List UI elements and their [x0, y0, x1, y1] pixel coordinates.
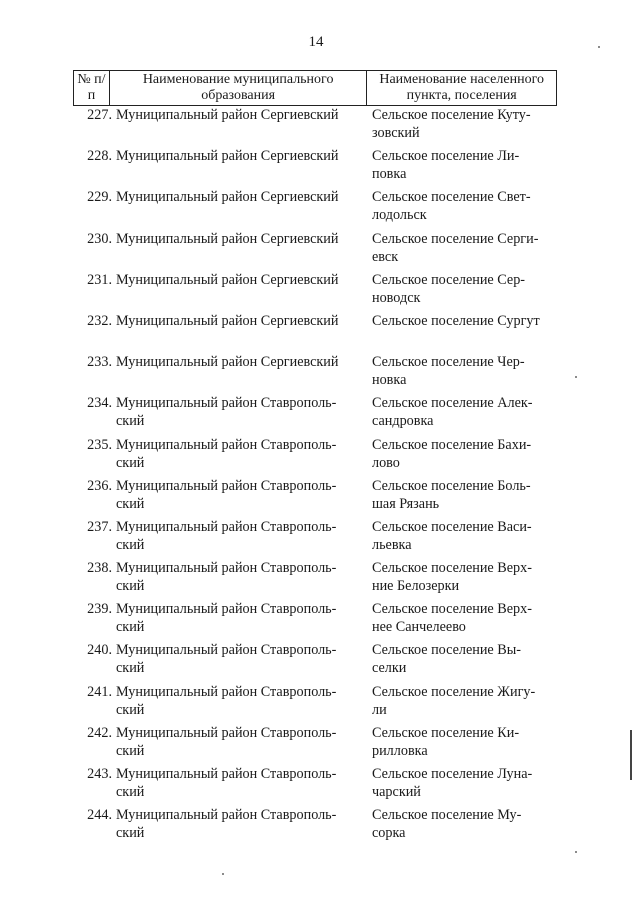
- row-number: 236.: [87, 477, 112, 494]
- settlement-name: Сельское поселение Жигу- ли: [372, 683, 536, 718]
- settlement-name: Сельское поселение Серги- евск: [372, 230, 539, 265]
- row-number: 228.: [87, 148, 112, 165]
- table-row: [78, 806, 558, 847]
- table-row: [78, 394, 558, 435]
- header-col-settlement: Наименование населенного пункта, поселения: [367, 71, 557, 106]
- municipality-name: Муниципальный район Сергиевский: [116, 148, 339, 165]
- row-number: 227.: [87, 107, 112, 123]
- municipality-name: Муниципальный район Ставрополь- ский: [116, 683, 337, 718]
- municipality-name: Муниципальный район Сергиевский: [116, 354, 339, 371]
- table-row: [78, 436, 558, 477]
- municipality-name: Муниципальный район Ставрополь- ский: [116, 807, 337, 842]
- header-row: [74, 71, 557, 106]
- municipality-name: Муниципальный район Сергиевский: [116, 312, 339, 329]
- municipality-name: Муниципальный район Ставрополь- ский: [116, 560, 337, 595]
- municipality-name: Муниципальный район Сергиевский: [116, 107, 339, 123]
- header-col-municipality: Наименование муниципального образования: [109, 71, 366, 106]
- settlement-name: Сельское поселение Боль- шая Рязань: [372, 477, 531, 512]
- row-number: 233.: [87, 354, 112, 371]
- municipality-name: Муниципальный район Сергиевский: [116, 271, 339, 288]
- settlement-name: Сельское поселение Свет- лодольск: [372, 189, 531, 224]
- table-row: [78, 765, 558, 806]
- municipality-name: Муниципальный район Ставрополь- ский: [116, 477, 337, 512]
- settlement-name: Сельское поселение Сургут: [372, 312, 540, 329]
- table-row: [78, 230, 558, 271]
- settlement-name: Сельское поселение Бахи- лово: [372, 436, 532, 471]
- municipality-name: Муниципальный район Сергиевский: [116, 189, 339, 206]
- header-col-number: № п/п: [74, 71, 110, 106]
- settlement-name: Сельское поселение Алек- сандровка: [372, 395, 533, 430]
- row-number: 232.: [87, 312, 112, 329]
- table-row: [78, 147, 558, 188]
- page-number: 14: [308, 34, 324, 50]
- row-number: 240.: [87, 642, 112, 659]
- table-row: [78, 600, 558, 641]
- municipality-name: Муниципальный район Ставрополь- ский: [116, 395, 337, 430]
- table-row: [78, 683, 558, 724]
- table-row: [78, 477, 558, 518]
- settlement-name: Сельское поселение Луна- чарский: [372, 766, 533, 800]
- municipality-name: Муниципальный район Ставрополь- ский: [116, 601, 337, 636]
- row-number: 241.: [87, 683, 112, 700]
- settlement-name: Сельское поселение Ли- повка: [372, 148, 520, 183]
- municipality-name: Муниципальный район Ставрополь- ский: [116, 724, 337, 759]
- table-row: [78, 271, 558, 312]
- table-row: [78, 559, 558, 600]
- row-number: 239.: [87, 601, 112, 618]
- row-number: 244.: [87, 807, 112, 824]
- settlement-name: Сельское поселение Верх- ние Белозерки: [372, 560, 532, 595]
- settlement-name: Сельское поселение Верх- нее Санчелеево: [372, 601, 532, 636]
- municipality-name: Муниципальный район Ставрополь- ский: [116, 766, 337, 800]
- table-row: [78, 106, 558, 147]
- table-row: [78, 641, 558, 682]
- settlement-list: [78, 106, 558, 847]
- settlement-name: Сельское поселение Куту- зовский: [372, 107, 531, 141]
- scan-speck: [222, 873, 224, 875]
- scan-speck: [575, 851, 577, 853]
- municipality-name: Муниципальный район Сергиевский: [116, 230, 339, 247]
- row-number: 238.: [87, 560, 112, 577]
- table-row: [78, 724, 558, 765]
- settlement-name: Сельское поселение Сер- новодск: [372, 271, 526, 306]
- scan-speck: [598, 46, 600, 48]
- settlement-name: Сельское поселение Ки- рилловка: [372, 724, 520, 759]
- table-row: [78, 312, 558, 353]
- settlement-name: Сельское поселение Вы- селки: [372, 642, 521, 677]
- municipality-name: Муниципальный район Ставрополь- ский: [116, 642, 337, 677]
- settlement-name: Сельское поселение Чер- новка: [372, 354, 525, 389]
- row-number: 229.: [87, 189, 112, 206]
- row-number: 235.: [87, 436, 112, 453]
- municipality-name: Муниципальный район Ставрополь- ский: [116, 436, 337, 471]
- row-number: 237.: [87, 518, 112, 535]
- scan-speck: [575, 376, 577, 378]
- municipality-name: Муниципальный район Ставрополь- ский: [116, 518, 337, 553]
- row-number: 243.: [87, 766, 112, 782]
- row-number: 230.: [87, 230, 112, 247]
- table-header: [73, 70, 557, 106]
- row-number: 234.: [87, 395, 112, 412]
- row-number: 242.: [87, 724, 112, 741]
- table-row: [78, 353, 558, 394]
- table-row: [78, 518, 558, 559]
- table-row: [78, 188, 558, 229]
- row-number: 231.: [87, 271, 112, 288]
- settlement-name: Сельское поселение Му- сорка: [372, 807, 522, 842]
- settlement-name: Сельское поселение Васи- льевка: [372, 518, 532, 553]
